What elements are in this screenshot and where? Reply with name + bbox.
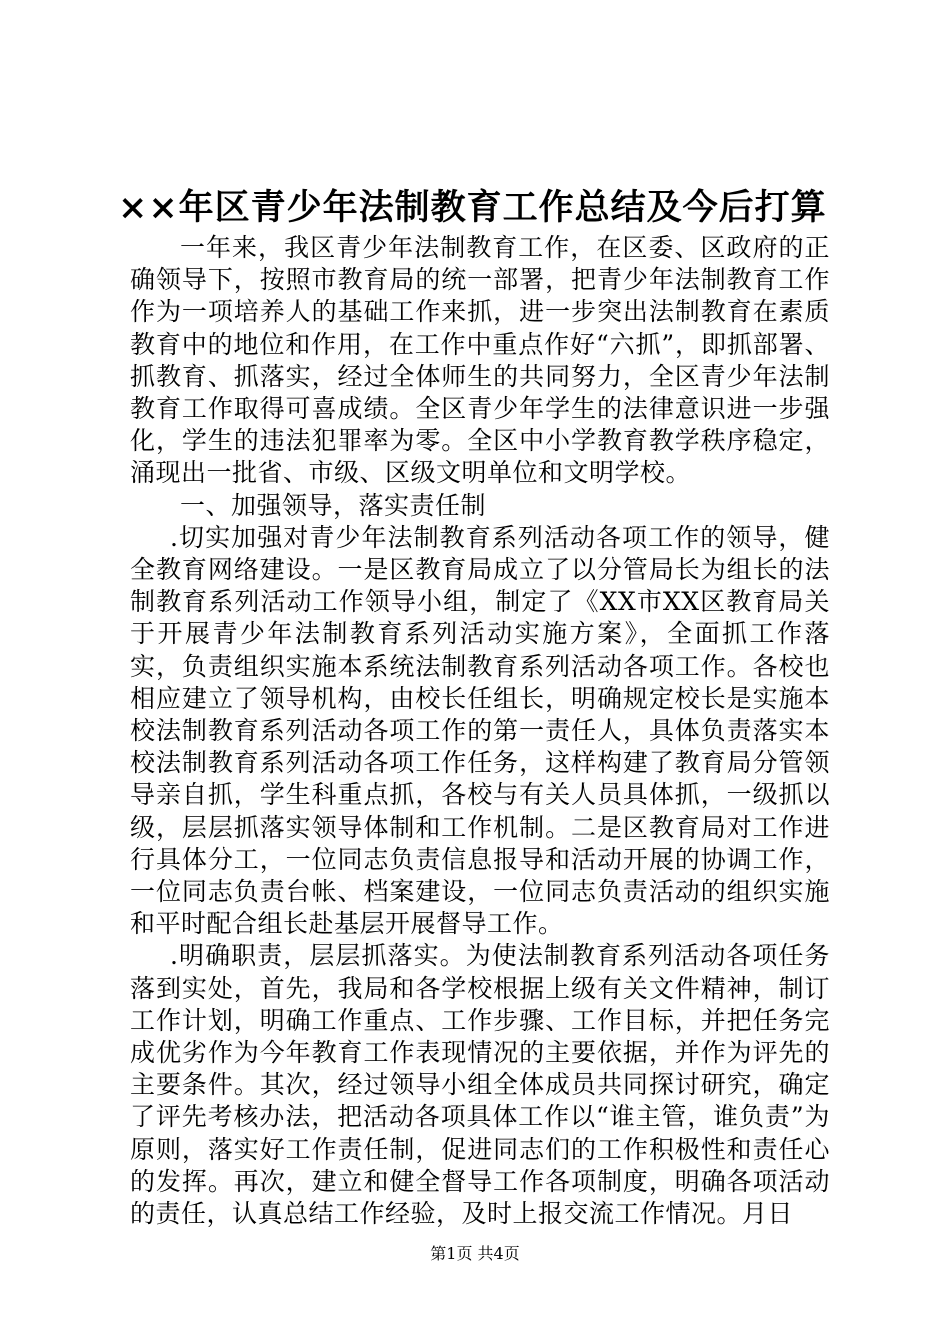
page-footer: 第1页 共4页 <box>430 1244 520 1263</box>
section-heading: 一、加强领导，落实责任制 <box>180 490 487 520</box>
intro-paragraph: 一年来，我区青少年法制教育工作，在区委、区政府的正确领导下，按照市教育局的统一部署，把青少年法制教育工作作为一项培养人的基础工作来抓，进一步突出法制教育在素质教育中的地位和作用，在工作中重点作好“六抓”，即抓部署、抓教育、抓落实，经过全体师生的共同努力，全区青少年法制教育工作取得可喜成绩。全区青少年学生的法律意识进一步强化，学生的违法犯罪率为零。全区中小学教育教学秩序稳定，涌现出一批省、市级、区级文明单位和文明学校。 <box>130 233 830 488</box>
body-paragraph-1: .切实加强对青少年法制教育系列活动各项工作的领导，健全教育网络建设。一是区教育局成立了以分管局长为组长的法制教育系列活动工作领导小组，制定了《XX市XX区教育局关于开展青少年法制教育系列活动实施方案》，全面抓工作落实，负责组织实施本系统法制教育系列活动各项工作。各校也相应建立了领导机构，由校长任组长，明确规定校长是实施本校法制教育系列活动各项工作的第一责任人，具体负责落实本校法制教育系列活动各项工作任务，这样构建了教育局分管领导亲自抓，学生科重点抓，各校与有关人员具体抓，一级抓以级，层层抓落实领导体制和工作机制。二是区教育局对工作进行具体分工，一位同志负责信息报导和活动开展的协调工作，一位同志负责台帐、档案建设，一位同志负责活动的组织实施和平时配合组长赴基层开展督导工作。 <box>130 522 830 939</box>
body-paragraph-2: .明确职责，层层抓落实。为使法制教育系列活动各项任务落到实处，首先，我局和各学校根据上级有关文件精神，制订工作计划，明确工作重点、工作步骤、工作目标，并把任务完成优劣作为今年教育工作表现情况的主要依据，并作为评先的主要条件。其次，经过领导小组全体成员共同探讨研究，确定了评先考核办法，把活动各项具体工作以“谁主管，谁负责”为原则，落实好工作责任制，促进同志们的工作积极性和责任心的发挥。再次，建立和健全督导工作各项制度，明确各项活动的责任，认真总结工作经验，及时上报交流工作情况。月日 <box>130 941 830 1229</box>
document-title: ××年区青少年法制教育工作总结及今后打算 <box>118 187 827 228</box>
document-body <box>130 232 830 1230</box>
